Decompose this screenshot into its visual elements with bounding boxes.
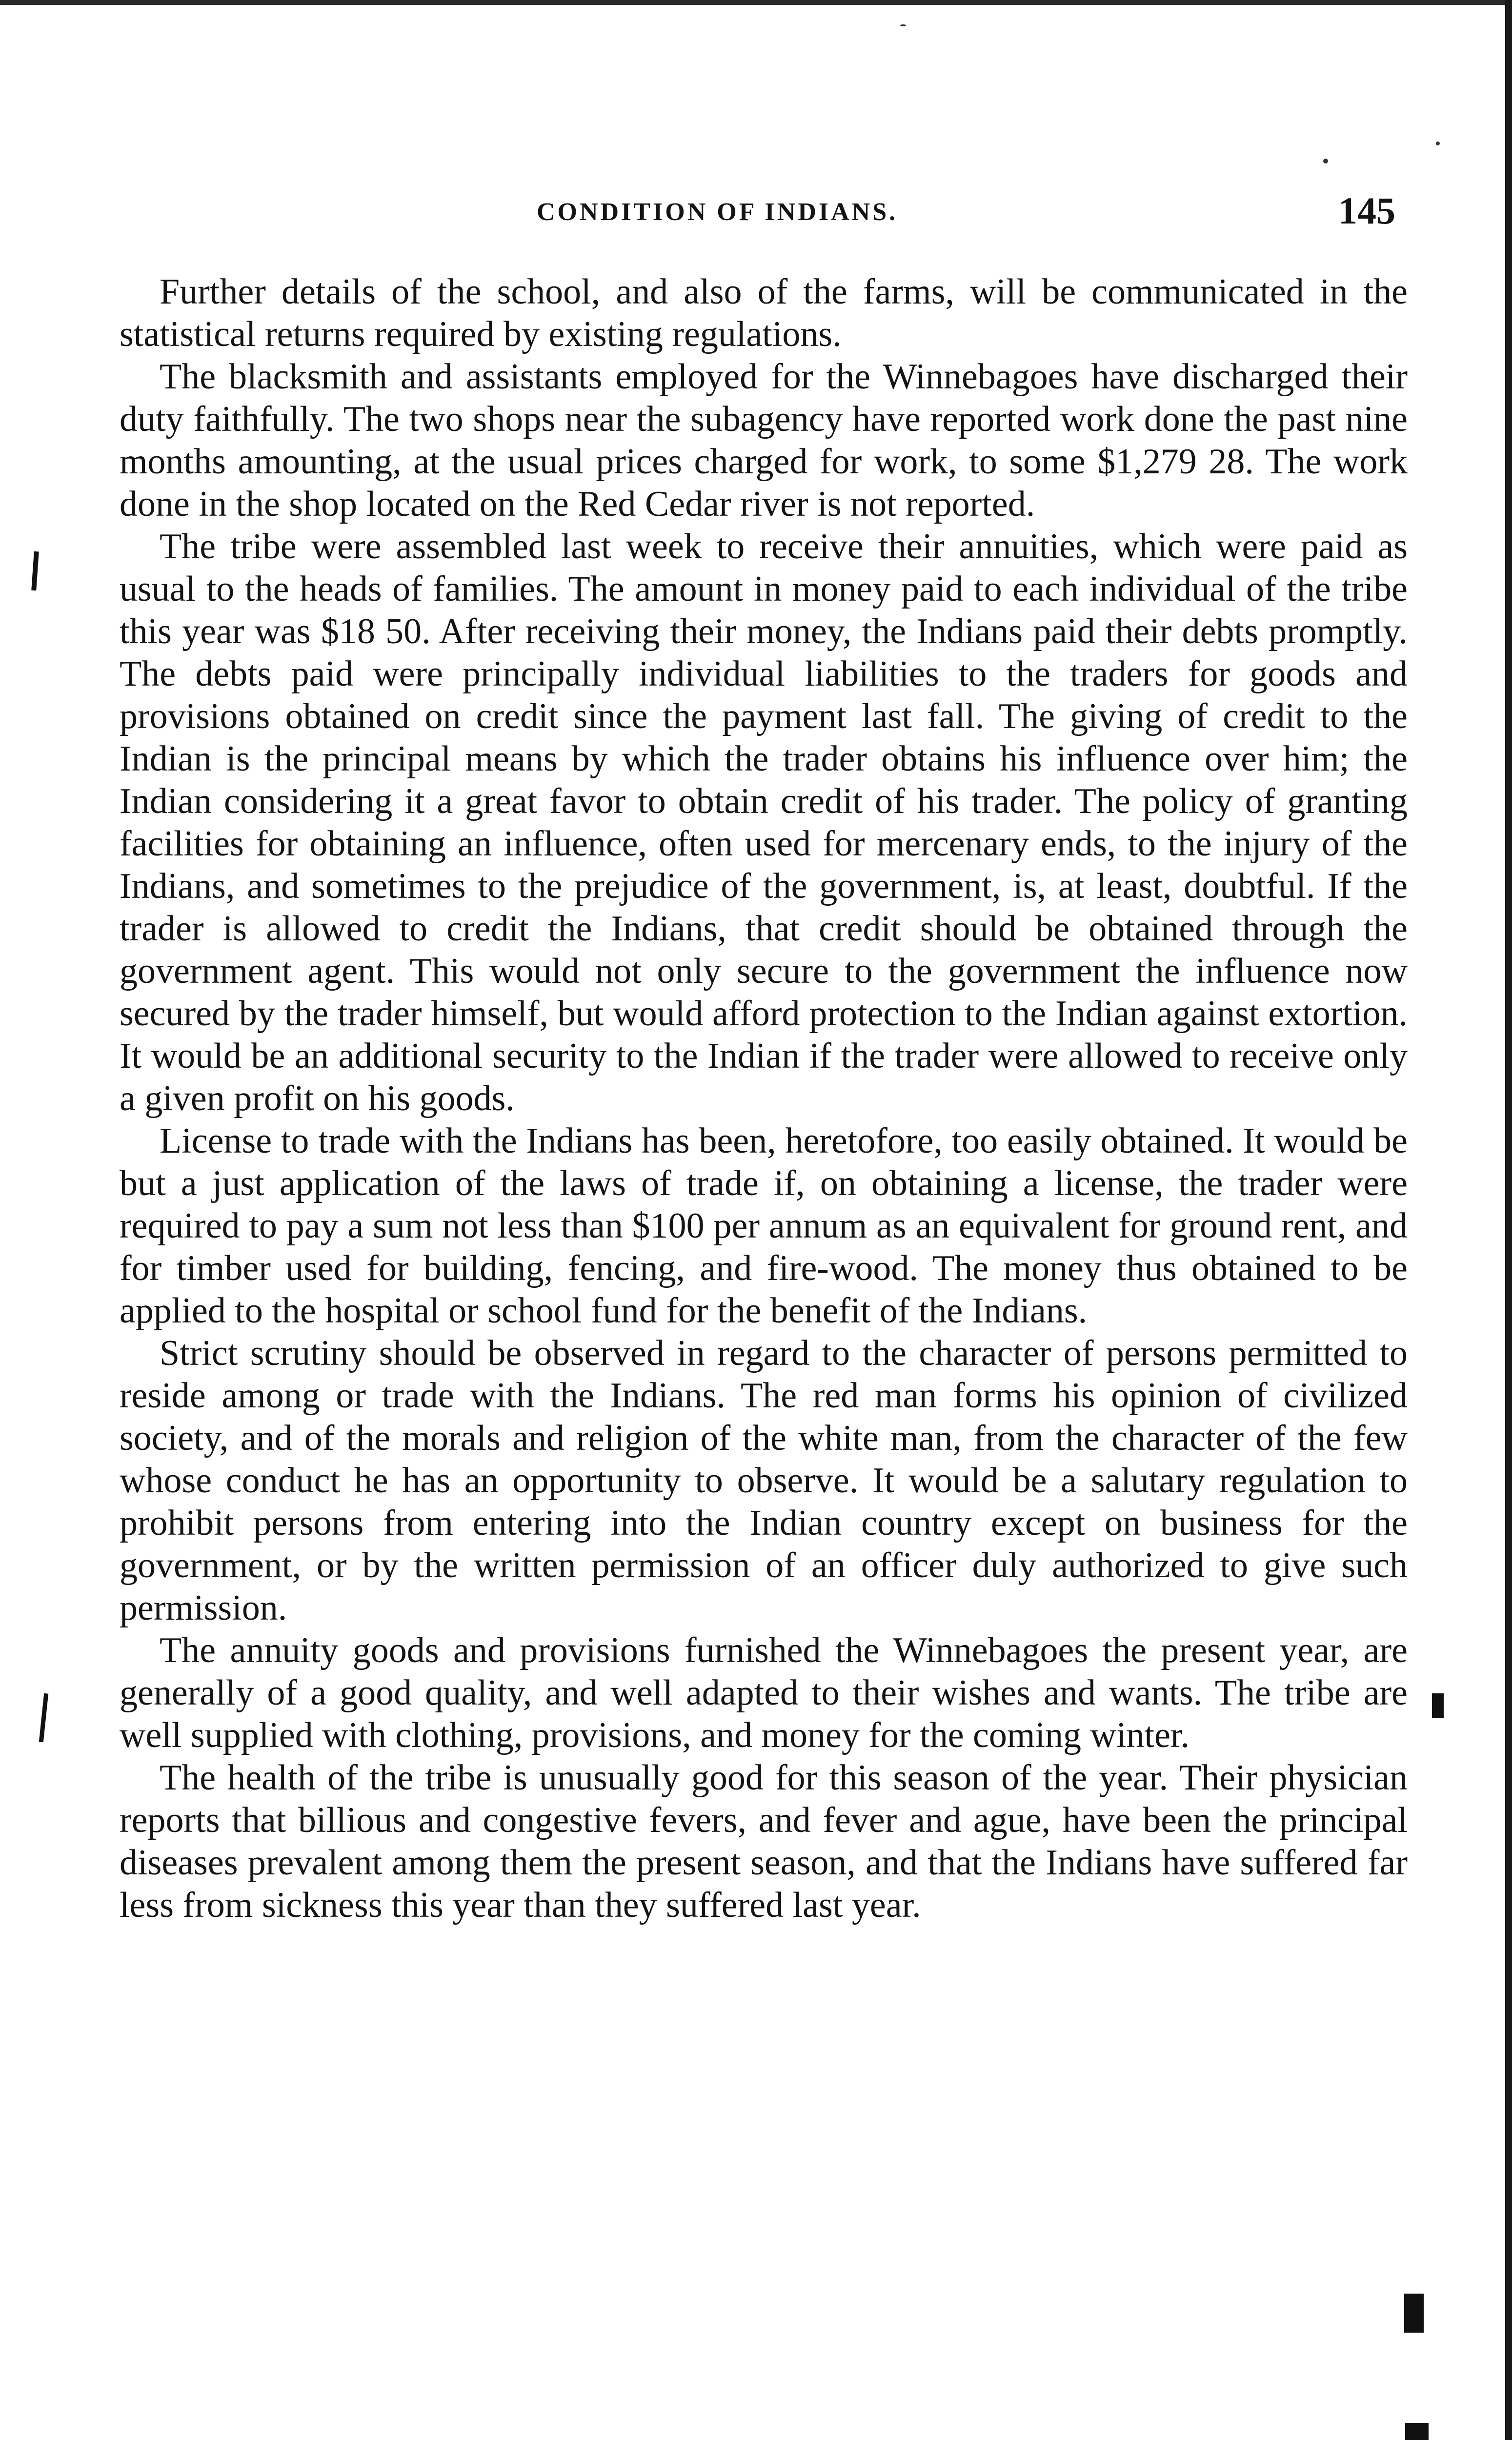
margin-mark-right-2 [1404, 2294, 1424, 2333]
margin-mark-left-2 [39, 1693, 48, 1742]
speck [1436, 142, 1440, 145]
paragraph: The annuity goods and provisions furnished the Winnebagoes the present year, are generally of a good quality, and well adapted to their wishes and wants. The tribe are well supplied with clothing, provisions, and money for the coming winter. [120, 1630, 1408, 1755]
paragraph: The tribe were assembled last week to receive their annuities, which were paid as usual to the heads of families. The amount in money paid to each individual of the tribe this year was $18 50. After receiving their money, the Indians paid their debts promptly. The debts paid were principally individual liabilities to the traders for goods and provisions obtained on credit since the payment last fall. The giving of credit to the Indian is the principal means by which the trader obtains his influence over him; the Indian considering it a great favor to obtain credit of his trader. The policy of granting facilities for obtaining an influence, often used for mercenary ends, to the injury of the Indians, and sometimes to the prejudice of the government, is, at least, doubtful. If the trader is allowed to credit the Indians, that credit should be obtained through the government agent. This would not only secure to the government the influence now secured by the trader himself, but would afford protection to the Indian against extortion. It would be an additional security to the Indian if the trader were allowed to receive only a given profit on his goods. [120, 527, 1408, 1118]
paragraph: The health of the tribe is unusually good for this season of the year. Their physician reports that billious and congestive fevers, and fever and ague, have been the principal diseases prevalent among them the present season, and that the Indians have suffered far less from sickness this year than they suffered last year. [120, 1758, 1408, 1925]
body-text [120, 271, 1408, 1927]
paragraph: License to trade with the Indians has been, heretofore, too easily obtained. It would be but a just application of the laws of trade if, on obtaining a license, the trader were required to pay a sum not less than $100 per annum as an equivalent for ground rent, and for timber used for building, fencing, and fire-wood. The money thus obtained to be applied to the hospital or school fund for the benefit of the Indians. [120, 1121, 1408, 1331]
paragraph: Strict scrutiny should be observed in regard to the character of persons permitted to reside among or trade with the Indians. The red man forms his opinion of civilized society, and of the morals and religion of the white man, from the character of the few whose conduct he has an opportunity to observe. It would be a salutary regulation to prohibit persons from entering into the Indian country except on business for the government, or by the written permission of an officer duly authorized to give such permission. [120, 1333, 1408, 1628]
margin-mark-right-1 [1432, 1693, 1444, 1718]
paragraph: The blacksmith and assistants employed for the Winnebagoes have discharged their duty faithfully. The two shops near the subagency have reported work done the past nine months amounting, at the usual prices charged for work, to some $1,279 28. The work done in the shop located on the Red Cedar river is not reported. [120, 357, 1408, 524]
page-right-edge [1505, 0, 1512, 2440]
page-top-edge [0, 0, 1512, 5]
margin-mark-left-1 [31, 551, 39, 591]
speck [900, 24, 906, 26]
page-header [122, 189, 1405, 237]
speck [1323, 159, 1328, 163]
margin-mark-right-3 [1405, 2423, 1429, 2440]
running-title: CONDITION OF INDIANS. [537, 198, 898, 226]
paragraph: Further details of the school, and also of the farms, will be communicated in the statistical returns required by existing regulations. [120, 272, 1408, 354]
page-number: 145 [1338, 189, 1395, 232]
